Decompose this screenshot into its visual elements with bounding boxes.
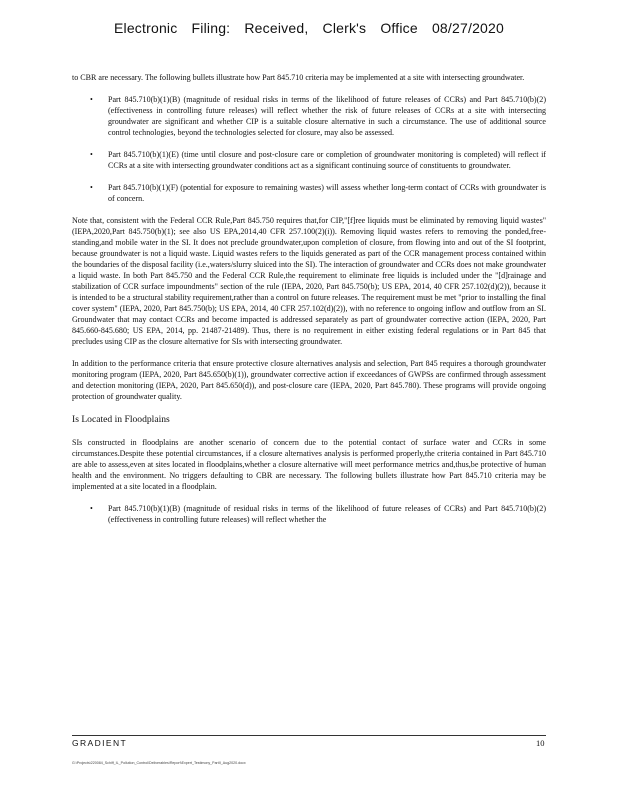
page-number: 10 — [536, 738, 545, 748]
floodplain-bullet-list — [72, 503, 546, 525]
gradient-logo: GRADIENT — [72, 738, 128, 748]
intro-paragraph: to CBR are necessary. The following bullets illustrate how Part 845.710 criteria may be implemented at a site with intersecting groundwater. — [72, 73, 525, 82]
free-liquids-paragraph: Note that, consistent with the Federal CCR Rule,Part 845.750 requires that,for CIP,"[f]ree liquids must be eliminated by removing liquid wastes" (IEPA,2020,Part 845.750(b)(1); see also US EPA,2014,40 CFR 257.100(2)(i)). Removing liquid wastes refers to removing the ponded,free-standing,and mobile water in the SI. It does not preclude groundwater,upon completion of closure, from flowing into and out of the SI footprint, because groundwater is not a liquid waste. Liquid wastes refers to the liquids generated as part of the CCR management process contained within the boundaries of the disposal facility (i.e.,waters/slurry sluiced into the SI). The interaction of groundwater and CCRs does not make groundwater a liquid waste. In both Part 845.750 and the Federal CCR Rule,the requirement to eliminate free liquids is included under the "[d]rainage and stabilization of CCR surface impoundments" section of the rule (IEPA, 2020, Part 845.750(b); US EPA, 2014, 40 CFR 257.102(d)(2)), because it is intended to be a structural stability requirement,rather than a control on future releases. The requirement must be met "prior to installing the final cover system" (IEPA, 2020, Part 845.750(b); US EPA, 2014, 40 CFR 257.102(d)(2)), with no reference to ongoing inflow and outflow from an SI. Groundwater that may contact CCRs and become impacted is addressed separately as part of groundwater corrective action (IEPA, 2020, Part 845.660-845.680; US EPA, 2014, pp. 21487-21489). Thus, there is no requirement in either existing federal regulations or in Part 845 that precludes using CIP as the closure alternative for SIs with intersecting groundwater. — [72, 216, 546, 346]
bullet-icon: • — [90, 183, 93, 192]
filing-header: Electronic Filing: Received, Clerk's Office 08/27/2020 — [113, 20, 505, 36]
bullet-item — [90, 94, 546, 138]
bullet-icon: • — [90, 150, 93, 159]
bullet-text: Part 845.710(b)(1)(B) (magnitude of residual risks in terms of the likelihood of future releases of CCRs) and Part 845.710(b)(2) (effectiveness in controlling future releases) will reflect whether the risk of future releases of CCRs at a site with intersecting groundwater are significant and whether CIP is a suitable closure alternative in such a circumstance. The use of additional source control technologies, beyond the technologies selected for closure, may also be assessed. — [108, 95, 546, 137]
footer-divider — [72, 735, 546, 736]
file-path: G:\Projects\220084_Schiff_IL_Pollution_Control\Deliverables\Report\Expert_Testimony_PartII_Aug2020.docx — [72, 761, 246, 765]
groundwater-bullet-list — [72, 94, 546, 204]
bullet-item — [90, 182, 546, 204]
bullet-icon: • — [90, 95, 93, 104]
bullet-text: Part 845.710(b)(1)(B) (magnitude of residual risks in terms of the likelihood of future releases of CCRs) and Part 845.710(b)(2) (effectiveness in controlling future releases) will reflect whether the — [108, 504, 546, 524]
bullet-text: Part 845.710(b)(1)(E) (time until closure and post-closure care or completion of groundwater monitoring is completed) will reflect if CCRs at a site with intersecting groundwater conditions act as a significant continuing source of constituents to groundwater. — [108, 150, 546, 170]
bullet-icon: • — [90, 504, 93, 513]
monitoring-paragraph: In addition to the performance criteria that ensure protective closure alternatives analysis and selection, Part 845 requires a thorough groundwater monitoring program (IEPA, 2020, Part 845.650(b)(1)), groundwater corrective action if exceedances of GWPSs are confirmed through assessment and detection monitoring (IEPA, 2020, Part 845.650(d)), and post-closure care (IEPA, 2020, Part 845.780). These programs will provide ongoing protection of groundwater quality. — [72, 359, 546, 401]
section-heading: Is Located in Floodplains — [72, 414, 170, 425]
floodplain-paragraph: SIs constructed in floodplains are another scenario of concern due to the potential contact of surface water and CCRs in some circumstances.Despite these potential circumstances, if a closure alternatives analysis is performed properly,the criteria contained in Part 845.710 are able to assess,even at sites located in floodplains,whether a closure alternative will meet performance metrics and,thus,be protective of human health and the environment. No triggers defaulting to CBR are necessary. The following bullets illustrate how Part 845.710 criteria may be implemented at a site located in a floodplain. — [72, 438, 546, 491]
bullet-text: Part 845.710(b)(1)(F) (potential for exposure to remaining wastes) will assess whether long-term contact of CCRs with groundwater is of concern. — [108, 183, 546, 203]
document-body — [72, 72, 546, 536]
bullet-item — [90, 149, 546, 171]
bullet-item — [90, 503, 546, 525]
